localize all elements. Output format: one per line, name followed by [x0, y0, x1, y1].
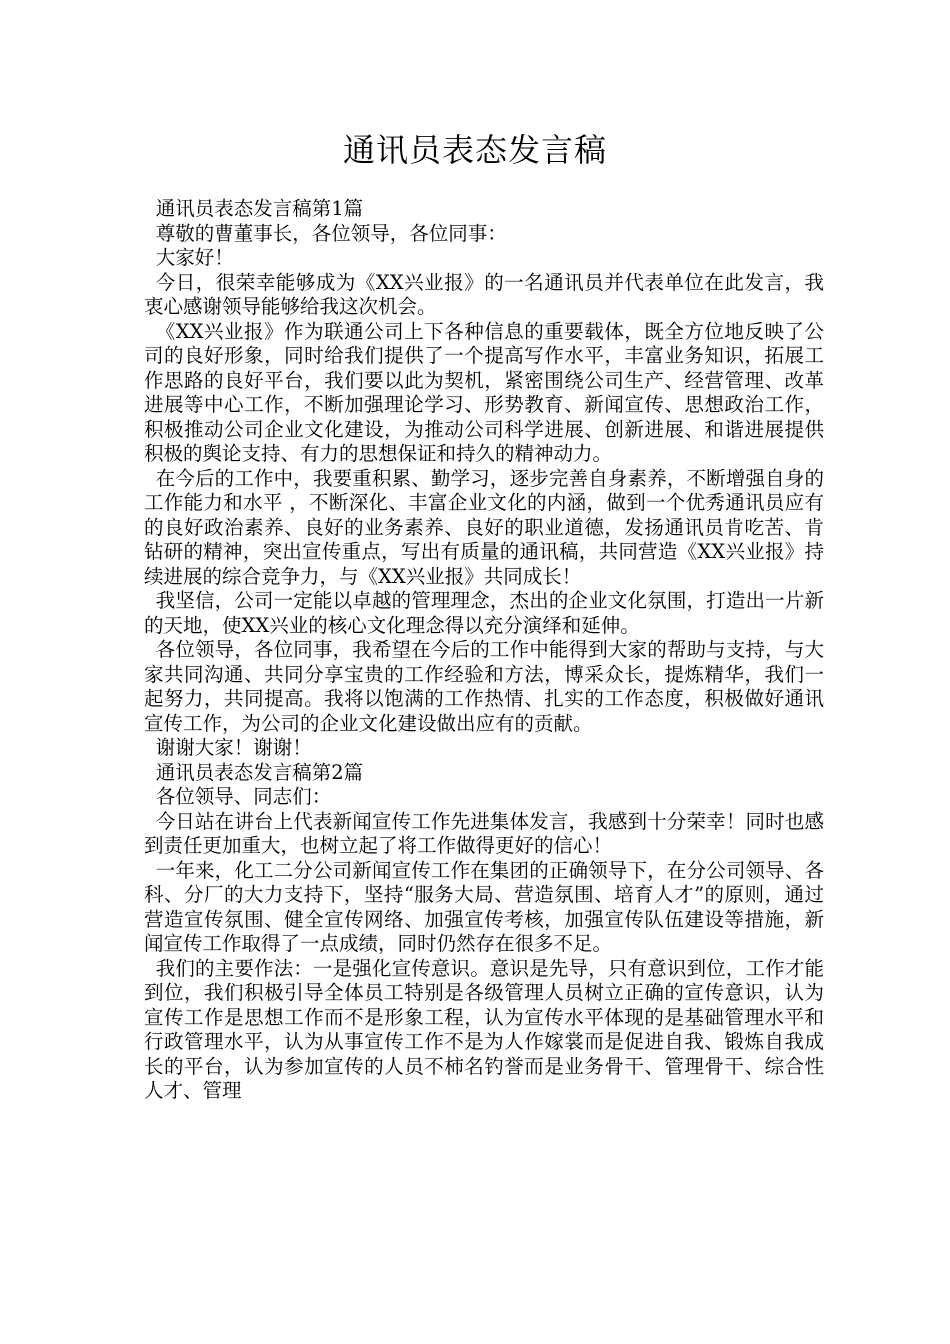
closing-line: 谢谢大家！谢谢！ — [155, 736, 312, 759]
body-paragraph: 在今后的工作中，我要重积累、勤学习，逐步完善自身素养，不断增强自身的工作能力和水平 ，不断深化、丰富企业文化的内涵，做到一个优秀通讯员应有的良好政治素养、良好的业务素养、良好的职业道德，发扬通讯员肯吃苦、肯钻研的精神，突出宣传重点，写出有质量的通讯稿，共同营造《XX兴业报》持续进展的综合竞争力，与《XX兴业报》共同成长！ — [144, 466, 824, 588]
salutation: 尊敬的曹董事长，各位领导，各位同事： — [155, 221, 507, 245]
salutation: 各位领导、同志们： — [155, 785, 332, 808]
body-paragraph: 一年来，化工二分公司新闻宣传工作在集团的正确领导下，在分公司领导、各科、分厂的大力支持下，坚持“服务大局、营造氛围、培育人才”的原则，通过营造宣传氛围、健全宣传网络、加强宣传考核，加强宣传队伍建设等措施，新闻宣传工作取得了一点成绩，同时仍然存在很多不足。 — [144, 858, 824, 955]
body-paragraph: 今日站在讲台上代表新闻宣传工作先进集体发言，我感到十分荣幸！同时也感到责任更加重大，也树立起了将工作做得更好的信心！ — [144, 809, 824, 857]
body-paragraph: 我坚信，公司一定能以卓越的管理理念，杰出的企业文化氛围，打造出一片新的天地，使XX兴业的核心文化理念得以充分演绎和延伸。 — [144, 589, 824, 637]
section-heading: 通讯员表态发言稿第1篇 — [155, 197, 364, 220]
greeting: 大家好！ — [155, 246, 234, 269]
body-paragraph: 今日，很荣幸能够成为《XX兴业报》的一名通讯员并代表单位在此发言，我衷心感谢领导能够给我这次机会。 — [144, 270, 824, 318]
section-heading: 通讯员表态发言稿第2篇 — [155, 760, 364, 784]
document-body — [144, 197, 824, 1104]
document-title: 通讯员表态发言稿 — [342, 131, 607, 169]
body-paragraph: 我们的主要作法：一是强化宣传意识。意识是先导，只有意识到位，工作才能到位，我们积极引导全体员工特别是各级管理人员树立正确的宣传意识，认为宣传工作是思想工作而不是形象工程，认为宣传水平体现的是基础管理水平和行政管理水平，认为从事宣传工作不是为人作嫁裳而是促进自我、锻炼自我成长的平台，认为参加宣传的人员不柿名钓誉而是业务骨干、管理骨干、综合性人才、管理 — [144, 956, 824, 1102]
body-paragraph: 《XX兴业报》作为联通公司上下各种信息的重要载体，既全方位地反映了公司的良好形象，同时给我们提供了一个提高写作水平，丰富业务知识，拓展工作思路的良好平台，我们要以此为契机，紧密围绕公司生产、经营管理、改革进展等中心工作，不断加强理论学习、形势教育、新闻宣传、思想政治工作，积极推动公司企业文化建设，为推动公司科学进展、创新进展、和谐进展提供积极的舆论支持、有力的思想保证和持久的精神动力。 — [144, 319, 824, 465]
body-paragraph: 各位领导，各位同事，我希望在今后的工作中能得到大家的帮助与支持，与大家共同沟通、共同分享宝贵的工作经验和方法，博采众长，提炼精华，我们一起努力，共同提高。我将以饱满的工作热情、扎实的工作态度，积极做好通讯宣传工作，为公司的企业文化建设做出应有的贡献。 — [144, 638, 824, 735]
